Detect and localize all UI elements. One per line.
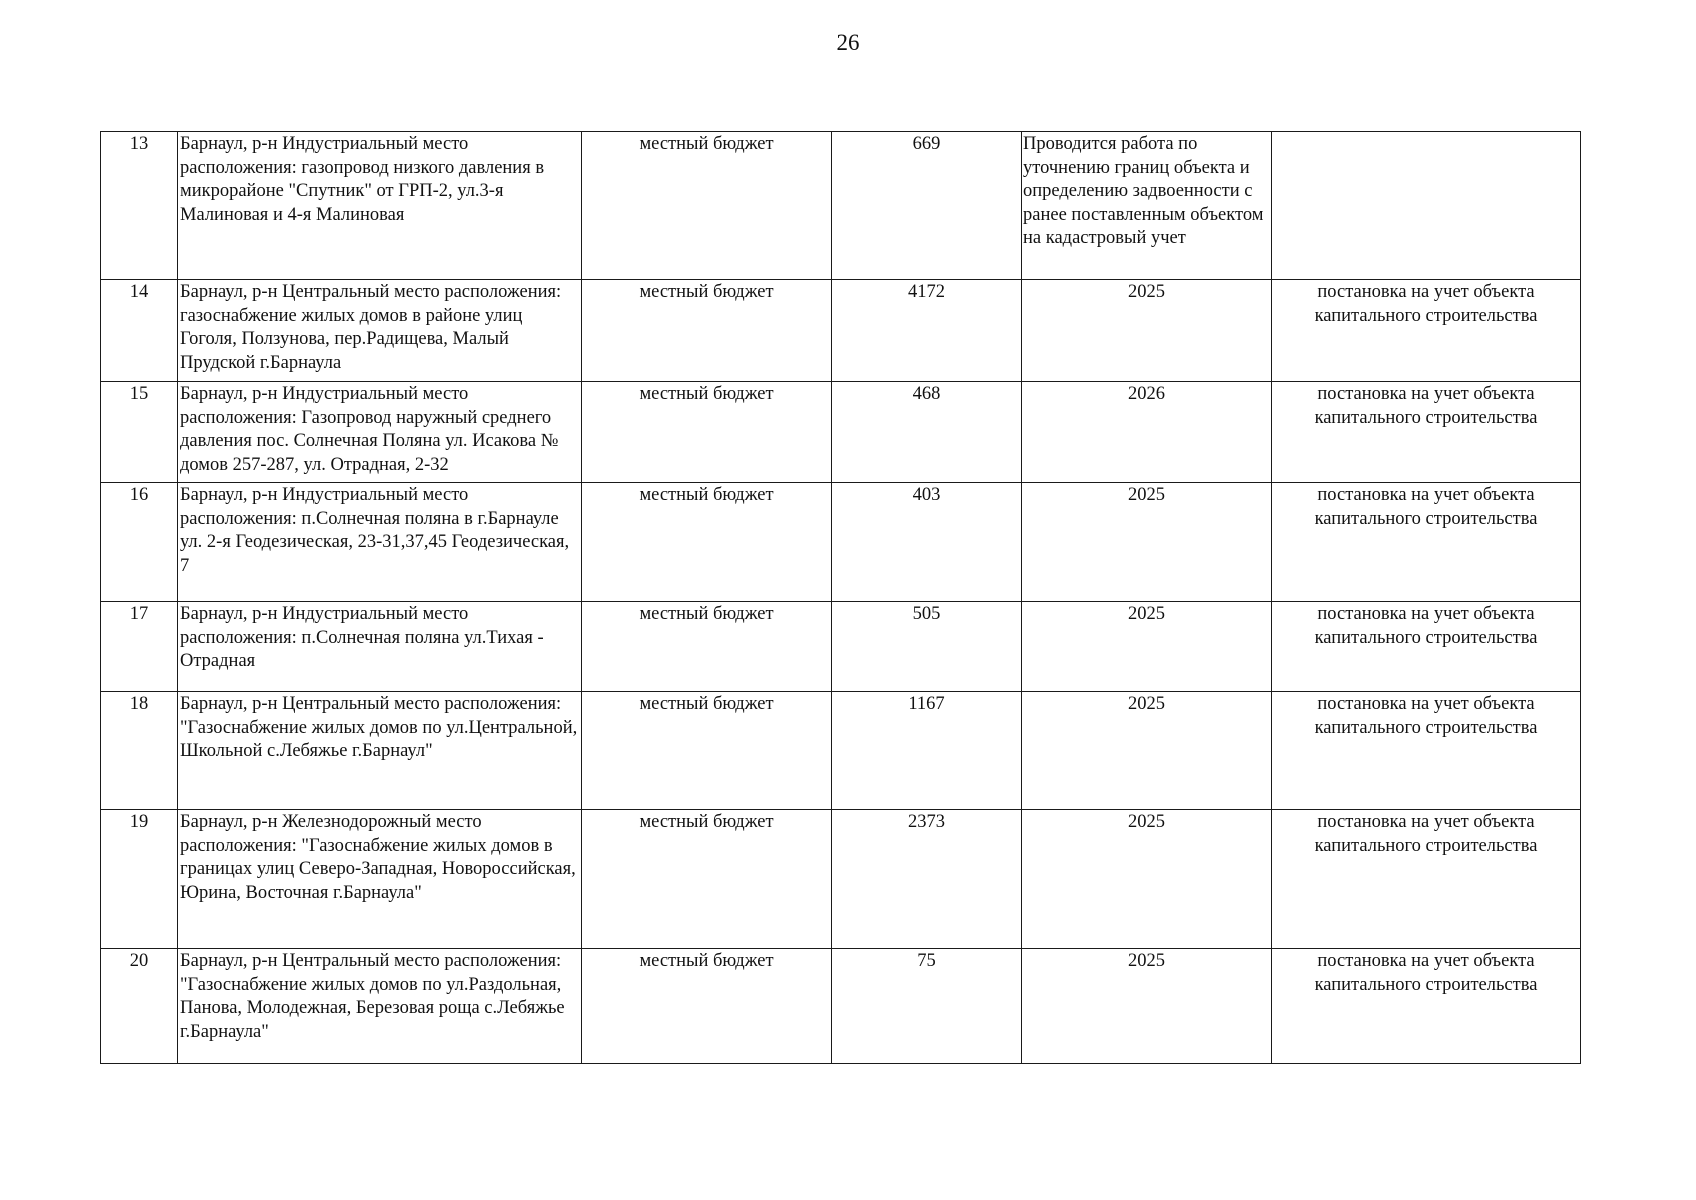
- year-or-note: 2025: [1022, 692, 1272, 810]
- funding-source: местный бюджет: [582, 692, 832, 810]
- status-note: [1272, 132, 1581, 280]
- object-location: Барнаул, р-н Индустриальный место расположения: Газопровод наружный среднего давления пос. Солнечная Поляна ул. Исакова № домов 257-287, ул. Отрадная, 2-32: [178, 382, 582, 483]
- funding-source: местный бюджет: [582, 483, 832, 602]
- amount: 403: [832, 483, 1022, 602]
- table-row: [101, 382, 1581, 483]
- registry-table: [100, 131, 1581, 1064]
- status-note: постановка на учет объекта капитального строительства: [1272, 280, 1581, 382]
- object-location: Барнаул, р-н Индустриальный место расположения: п.Солнечная поляна ул.Тихая - Отрадная: [178, 602, 582, 692]
- table-row: [101, 949, 1581, 1064]
- amount: 468: [832, 382, 1022, 483]
- year-or-note: 2026: [1022, 382, 1272, 483]
- row-number: 19: [101, 810, 178, 949]
- status-note: постановка на учет объекта капитального строительства: [1272, 810, 1581, 949]
- amount: 505: [832, 602, 1022, 692]
- object-location: Барнаул, р-н Центральный место расположения: газоснабжение жилых домов в районе улиц Гоголя, Ползунова, пер.Радищева, Малый Прудской г.Барнаула: [178, 280, 582, 382]
- funding-source: местный бюджет: [582, 810, 832, 949]
- object-location: Барнаул, р-н Центральный место расположения: "Газоснабжение жилых домов по ул.Центральной, Школьной с.Лебяжье г.Барнаул": [178, 692, 582, 810]
- object-location: Барнаул, р-н Индустриальный место расположения: п.Солнечная поляна в г.Барнауле ул. 2-я Геодезическая, 23-31,37,45 Геодезическая, 7: [178, 483, 582, 602]
- funding-source: местный бюджет: [582, 382, 832, 483]
- status-note: постановка на учет объекта капитального строительства: [1272, 949, 1581, 1064]
- year-or-note: 2025: [1022, 810, 1272, 949]
- amount: 1167: [832, 692, 1022, 810]
- amount: 4172: [832, 280, 1022, 382]
- row-number: 15: [101, 382, 178, 483]
- funding-source: местный бюджет: [582, 949, 832, 1064]
- status-note: постановка на учет объекта капитального строительства: [1272, 483, 1581, 602]
- row-number: 18: [101, 692, 178, 810]
- table-row: [101, 483, 1581, 602]
- row-number: 14: [101, 280, 178, 382]
- year-or-note: 2025: [1022, 602, 1272, 692]
- object-location: Барнаул, р-н Железнодорожный место расположения: "Газоснабжение жилых домов в границах улиц Северо-Западная, Новороссийская, Юрина, Восточная г.Барнаула": [178, 810, 582, 949]
- funding-source: местный бюджет: [582, 132, 832, 280]
- row-number: 17: [101, 602, 178, 692]
- funding-source: местный бюджет: [582, 280, 832, 382]
- table-row: [101, 602, 1581, 692]
- row-number: 16: [101, 483, 178, 602]
- amount: 2373: [832, 810, 1022, 949]
- status-note: постановка на учет объекта капитального строительства: [1272, 382, 1581, 483]
- status-note: постановка на учет объекта капитального строительства: [1272, 692, 1581, 810]
- amount: 75: [832, 949, 1022, 1064]
- row-number: 20: [101, 949, 178, 1064]
- funding-source: местный бюджет: [582, 602, 832, 692]
- status-note: постановка на учет объекта капитального строительства: [1272, 602, 1581, 692]
- year-or-note: Проводится работа по уточнению границ объекта и определению задвоенности с ранее поставленным объектом на кадастровый учет: [1022, 132, 1272, 280]
- table-row: [101, 810, 1581, 949]
- object-location: Барнаул, р-н Центральный место расположения: "Газоснабжение жилых домов по ул.Раздольная, Панова, Молодежная, Березовая роща с.Лебяжье г.Барнаула": [178, 949, 582, 1064]
- year-or-note: 2025: [1022, 483, 1272, 602]
- object-location: Барнаул, р-н Индустриальный место расположения: газопровод низкого давления в микрорайоне "Спутник" от ГРП-2, ул.3-я Малиновая и 4-я Малиновая: [178, 132, 582, 280]
- table-row: [101, 132, 1581, 280]
- table-row: [101, 280, 1581, 382]
- year-or-note: 2025: [1022, 280, 1272, 382]
- year-or-note: 2025: [1022, 949, 1272, 1064]
- table-row: [101, 692, 1581, 810]
- amount: 669: [832, 132, 1022, 280]
- row-number: 13: [101, 132, 178, 280]
- page-number: 26: [836, 30, 860, 55]
